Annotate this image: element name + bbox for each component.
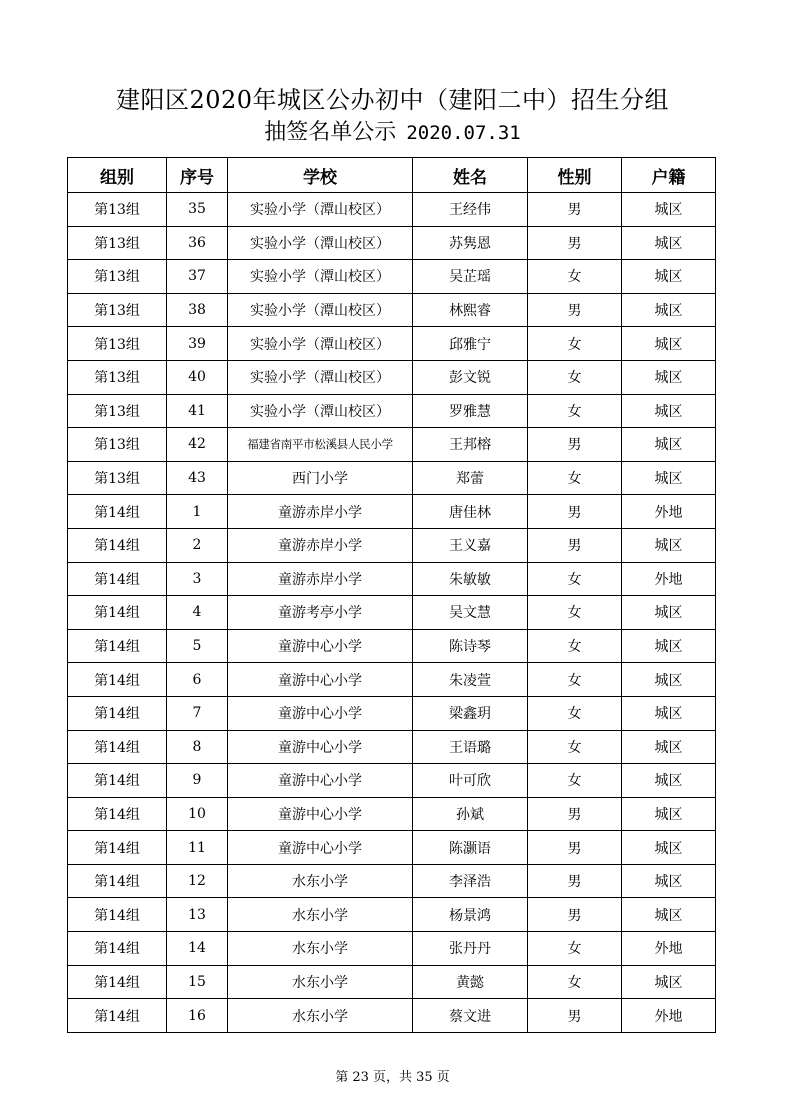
school-cell: 实验小学（潭山校区） [228, 360, 413, 394]
residence-cell: 外地 [622, 932, 716, 966]
header-group: 组别 [68, 158, 167, 193]
residence-cell: 城区 [622, 898, 716, 932]
group-cell: 第14组 [68, 495, 167, 529]
gender-cell: 女 [528, 360, 622, 394]
name-cell: 叶可欣 [413, 764, 528, 798]
seq-cell: 5 [167, 629, 228, 663]
seq-cell: 39 [167, 327, 228, 361]
school-cell: 童游中心小学 [228, 730, 413, 764]
name-cell: 王语璐 [413, 730, 528, 764]
seq-cell: 41 [167, 394, 228, 428]
group-cell: 第13组 [68, 327, 167, 361]
group-cell: 第13组 [68, 193, 167, 227]
group-cell: 第13组 [68, 461, 167, 495]
residence-cell: 城区 [622, 360, 716, 394]
seq-cell: 10 [167, 797, 228, 831]
header-seq: 序号 [167, 158, 228, 193]
name-cell: 郑蕾 [413, 461, 528, 495]
table-row [68, 898, 716, 932]
gender-cell: 男 [528, 293, 622, 327]
school-cell: 实验小学（潭山校区） [228, 394, 413, 428]
name-cell: 邱雅宁 [413, 327, 528, 361]
table-row [68, 663, 716, 697]
residence-cell: 城区 [622, 764, 716, 798]
group-cell: 第14组 [68, 932, 167, 966]
group-cell: 第14组 [68, 797, 167, 831]
residence-cell: 城区 [622, 394, 716, 428]
residence-cell: 城区 [622, 327, 716, 361]
residence-cell: 城区 [622, 730, 716, 764]
group-cell: 第14组 [68, 663, 167, 697]
name-cell: 朱敏敏 [413, 562, 528, 596]
name-cell: 梁鑫玥 [413, 696, 528, 730]
residence-cell: 城区 [622, 629, 716, 663]
group-cell: 第13组 [68, 226, 167, 260]
residence-cell: 城区 [622, 226, 716, 260]
school-cell: 童游赤岸小学 [228, 562, 413, 596]
group-cell: 第14组 [68, 999, 167, 1033]
title-sub [0, 118, 785, 148]
residence-cell: 城区 [622, 461, 716, 495]
residence-cell: 城区 [622, 528, 716, 562]
school-cell: 水东小学 [228, 965, 413, 999]
group-cell: 第14组 [68, 898, 167, 932]
residence-cell: 城区 [622, 797, 716, 831]
title-subtitle: 抽签名单公示 [264, 120, 397, 145]
school-cell: 西门小学 [228, 461, 413, 495]
table-row [68, 193, 716, 227]
residence-cell: 城区 [622, 965, 716, 999]
header-gender: 性别 [528, 158, 622, 193]
residence-cell: 城区 [622, 831, 716, 865]
seq-cell: 7 [167, 696, 228, 730]
title-main: 建阳区2020年城区公办初中（建阳二中）招生分组 [115, 86, 670, 114]
gender-cell: 男 [528, 428, 622, 462]
name-cell: 吴文慧 [413, 596, 528, 630]
name-cell: 陈灏语 [413, 831, 528, 865]
seq-cell: 11 [167, 831, 228, 865]
group-cell: 第14组 [68, 764, 167, 798]
page-footer: 第 23 页，共 35 页 [335, 1070, 450, 1085]
group-cell: 第14组 [68, 730, 167, 764]
seq-cell: 43 [167, 461, 228, 495]
table-row [68, 360, 716, 394]
header-name: 姓名 [413, 158, 528, 193]
gender-cell: 男 [528, 797, 622, 831]
school-cell: 水东小学 [228, 999, 413, 1033]
name-cell: 朱凌萱 [413, 663, 528, 697]
seq-cell: 16 [167, 999, 228, 1033]
residence-cell: 城区 [622, 428, 716, 462]
seq-cell: 2 [167, 528, 228, 562]
group-cell: 第13组 [68, 260, 167, 294]
seq-cell: 4 [167, 596, 228, 630]
group-cell: 第14组 [68, 965, 167, 999]
school-cell: 实验小学（潭山校区） [228, 260, 413, 294]
table-row [68, 864, 716, 898]
school-cell: 童游考亭小学 [228, 596, 413, 630]
residence-cell: 外地 [622, 999, 716, 1033]
group-cell: 第14组 [68, 596, 167, 630]
publish-date: 2020.07.31 [406, 122, 521, 144]
school-cell: 水东小学 [228, 864, 413, 898]
residence-cell: 城区 [622, 663, 716, 697]
school-cell: 童游中心小学 [228, 629, 413, 663]
gender-cell: 男 [528, 999, 622, 1033]
gender-cell: 男 [528, 495, 622, 529]
seq-cell: 3 [167, 562, 228, 596]
seq-cell: 9 [167, 764, 228, 798]
residence-cell: 外地 [622, 562, 716, 596]
name-cell: 张丹丹 [413, 932, 528, 966]
table-row [68, 495, 716, 529]
gender-cell: 女 [528, 562, 622, 596]
residence-cell: 城区 [622, 696, 716, 730]
table-row [68, 629, 716, 663]
school-cell: 童游中心小学 [228, 764, 413, 798]
gender-cell: 女 [528, 327, 622, 361]
name-cell: 罗雅慧 [413, 394, 528, 428]
name-cell: 杨景鸿 [413, 898, 528, 932]
gender-cell: 男 [528, 864, 622, 898]
group-cell: 第13组 [68, 394, 167, 428]
name-cell: 王义嘉 [413, 528, 528, 562]
table-row [68, 932, 716, 966]
roster-table [67, 157, 716, 1033]
seq-cell: 38 [167, 293, 228, 327]
group-cell: 第14组 [68, 696, 167, 730]
school-cell: 实验小学（潭山校区） [228, 327, 413, 361]
seq-cell: 36 [167, 226, 228, 260]
school-cell: 实验小学（潭山校区） [228, 226, 413, 260]
gender-cell: 女 [528, 461, 622, 495]
seq-cell: 6 [167, 663, 228, 697]
seq-cell: 12 [167, 864, 228, 898]
seq-cell: 40 [167, 360, 228, 394]
table-row [68, 562, 716, 596]
table-body [68, 193, 716, 1033]
seq-cell: 42 [167, 428, 228, 462]
group-cell: 第13组 [68, 428, 167, 462]
residence-cell: 城区 [622, 293, 716, 327]
name-cell: 李泽浩 [413, 864, 528, 898]
school-cell: 水东小学 [228, 898, 413, 932]
table-row [68, 999, 716, 1033]
seq-cell: 13 [167, 898, 228, 932]
name-cell: 陈诗琴 [413, 629, 528, 663]
table-row [68, 327, 716, 361]
name-cell: 孙斌 [413, 797, 528, 831]
gender-cell: 男 [528, 831, 622, 865]
name-cell: 吴芷瑶 [413, 260, 528, 294]
table-row [68, 293, 716, 327]
table-row [68, 528, 716, 562]
gender-cell: 女 [528, 696, 622, 730]
table-row [68, 831, 716, 865]
school-cell: 实验小学（潭山校区） [228, 193, 413, 227]
table-row [68, 797, 716, 831]
table-row [68, 764, 716, 798]
group-cell: 第13组 [68, 360, 167, 394]
seq-cell: 8 [167, 730, 228, 764]
gender-cell: 女 [528, 764, 622, 798]
name-cell: 苏隽恩 [413, 226, 528, 260]
gender-cell: 女 [528, 596, 622, 630]
seq-cell: 35 [167, 193, 228, 227]
school-cell: 童游中心小学 [228, 797, 413, 831]
group-cell: 第14组 [68, 562, 167, 596]
residence-cell: 城区 [622, 596, 716, 630]
school-cell: 水东小学 [228, 932, 413, 966]
name-cell: 唐佳林 [413, 495, 528, 529]
gender-cell: 女 [528, 394, 622, 428]
table-row [68, 226, 716, 260]
gender-cell: 男 [528, 226, 622, 260]
group-cell: 第14组 [68, 831, 167, 865]
gender-cell: 男 [528, 193, 622, 227]
gender-cell: 女 [528, 629, 622, 663]
school-cell: 童游赤岸小学 [228, 495, 413, 529]
group-cell: 第14组 [68, 629, 167, 663]
table-row [68, 596, 716, 630]
school-cell: 实验小学（潭山校区） [228, 293, 413, 327]
name-cell: 林熙睿 [413, 293, 528, 327]
gender-cell: 女 [528, 932, 622, 966]
name-cell: 王经伟 [413, 193, 528, 227]
gender-cell: 男 [528, 528, 622, 562]
table-row [68, 730, 716, 764]
name-cell: 黄懿 [413, 965, 528, 999]
seq-cell: 37 [167, 260, 228, 294]
table-row [68, 965, 716, 999]
seq-cell: 15 [167, 965, 228, 999]
gender-cell: 女 [528, 965, 622, 999]
gender-cell: 女 [528, 260, 622, 294]
header-school: 学校 [228, 158, 413, 193]
group-cell: 第13组 [68, 293, 167, 327]
seq-cell: 1 [167, 495, 228, 529]
group-cell: 第14组 [68, 528, 167, 562]
name-cell: 彭文锐 [413, 360, 528, 394]
name-cell: 王邦榕 [413, 428, 528, 462]
school-cell: 福建省南平市松溪县人民小学 [228, 428, 413, 462]
table-row [68, 394, 716, 428]
table-row [68, 696, 716, 730]
table-row [68, 461, 716, 495]
residence-cell: 城区 [622, 260, 716, 294]
residence-cell: 城区 [622, 864, 716, 898]
name-cell: 蔡文进 [413, 999, 528, 1033]
school-cell: 童游中心小学 [228, 831, 413, 865]
group-cell: 第14组 [68, 864, 167, 898]
school-cell: 童游赤岸小学 [228, 528, 413, 562]
residence-cell: 城区 [622, 193, 716, 227]
residence-cell: 外地 [622, 495, 716, 529]
school-cell: 童游中心小学 [228, 696, 413, 730]
document-title [0, 84, 785, 148]
table-header-row [68, 158, 716, 193]
gender-cell: 男 [528, 898, 622, 932]
table-row [68, 428, 716, 462]
header-residence: 户籍 [622, 158, 716, 193]
gender-cell: 女 [528, 730, 622, 764]
gender-cell: 女 [528, 663, 622, 697]
seq-cell: 14 [167, 932, 228, 966]
table-row [68, 260, 716, 294]
school-cell: 童游中心小学 [228, 663, 413, 697]
